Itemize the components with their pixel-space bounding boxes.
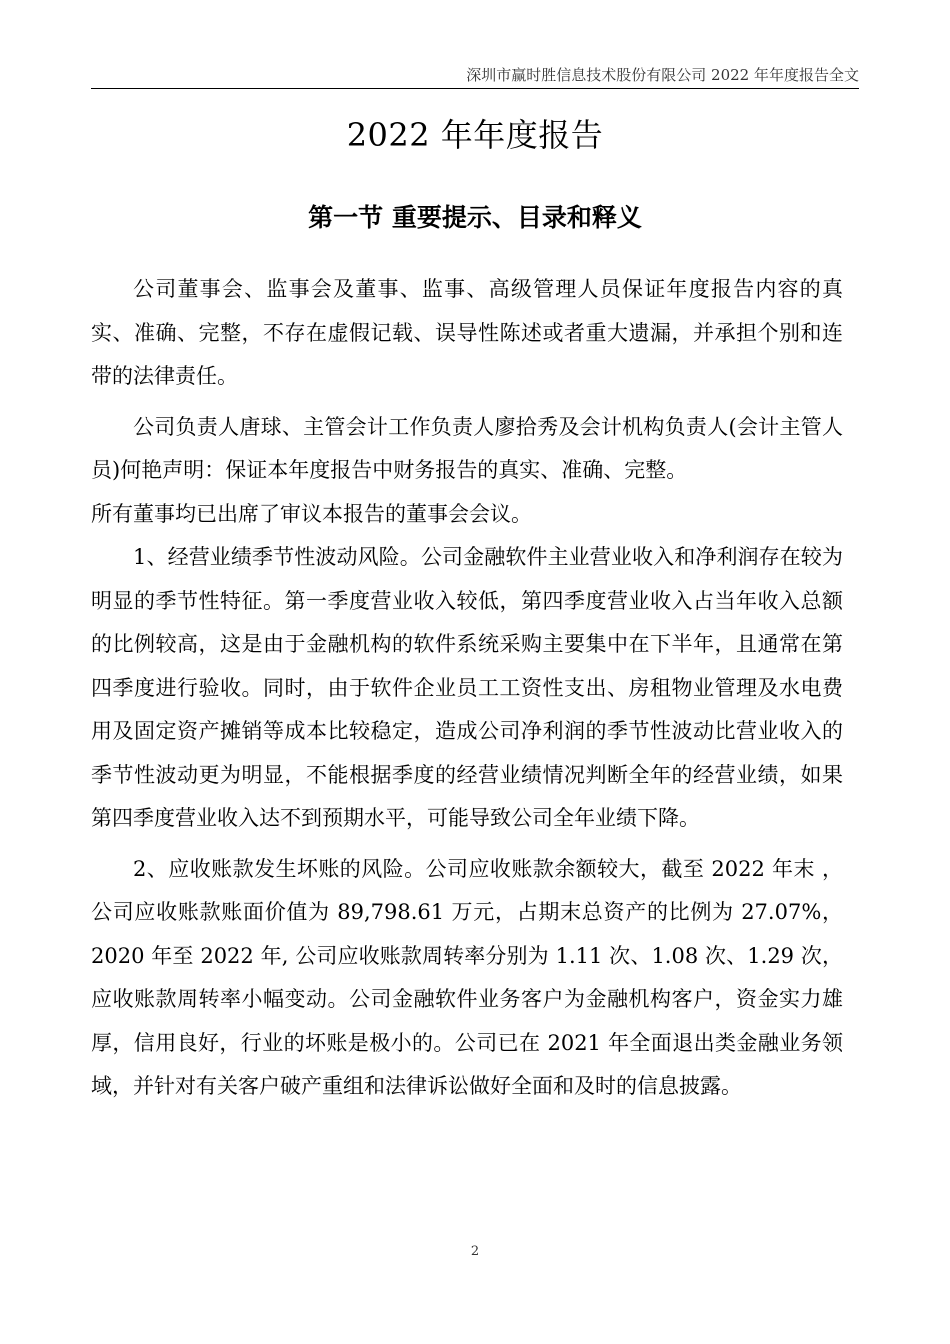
paragraph-risk-receivables: 2、应收账款发生坏账的风险。公司应收账款余额较大，截至 2022 年末 ，公司应收账款账面价值为 89,798.61 万元，占期末总资产的比例为 27.07%，2020 年至 2022 年, 公司应收账款周转率分别为 1.11 次、1.08 次、1.29 次，应收账款周转率小幅变动。公司金融软件业务客户为金融机构客户，资金实力雄厚，信用良好，行业的坏账是极小的。公司已在 2021 年全面退出类金融业务领域，并针对有关客户破产重组和法律诉讼做好全面和及时的信息披露。 [91, 856, 843, 1098]
paragraph-declaration: 公司负责人唐球、主管会计工作负责人廖拾秀及会计机构负责人(会计主管人员)何艳声明：保证本年度报告中财务报告的真实、准确、完整。 [91, 414, 843, 482]
paragraph-risk-seasonality: 1、经营业绩季节性波动风险。公司金融软件主业营业收入和净利润存在较为明显的季节性特征。第一季度营业收入较低，第四季度营业收入占当年收入总额的比例较高，这是由于金融机构的软件系统采购主要集中在下半年，且通常在第四季度进行验收。同时，由于软件企业员工工资性支出、房租物业管理及水电费用及固定资产摊销等成本比较稳定，造成公司净利润的季节性波动比营业收入的季节性波动更为明显，不能根据季度的经营业绩情况判断全年的经营业绩，如果第四季度营业收入达不到预期水平，可能导致公司全年业绩下降。 [91, 545, 843, 830]
paragraph-attendance: 所有董事均已出席了审议本报告的董事会会议。 [91, 501, 532, 526]
paragraph-responsibility: 公司董事会、监事会及董事、监事、高级管理人员保证年度报告内容的真实、准确、完整，不存在虚假记载、误导性陈述或者重大遗漏，并承担个别和连带的法律责任。 [91, 277, 843, 388]
body-text [91, 268, 843, 1109]
section-heading: 第一节 重要提示、目录和释义 [308, 203, 642, 232]
page-number: 2 [470, 1244, 480, 1259]
header-divider [91, 88, 859, 89]
report-title: 2022 年年度报告 [346, 116, 604, 154]
running-header: 深圳市赢时胜信息技术股份有限公司 2022 年年度报告全文 [466, 66, 859, 84]
